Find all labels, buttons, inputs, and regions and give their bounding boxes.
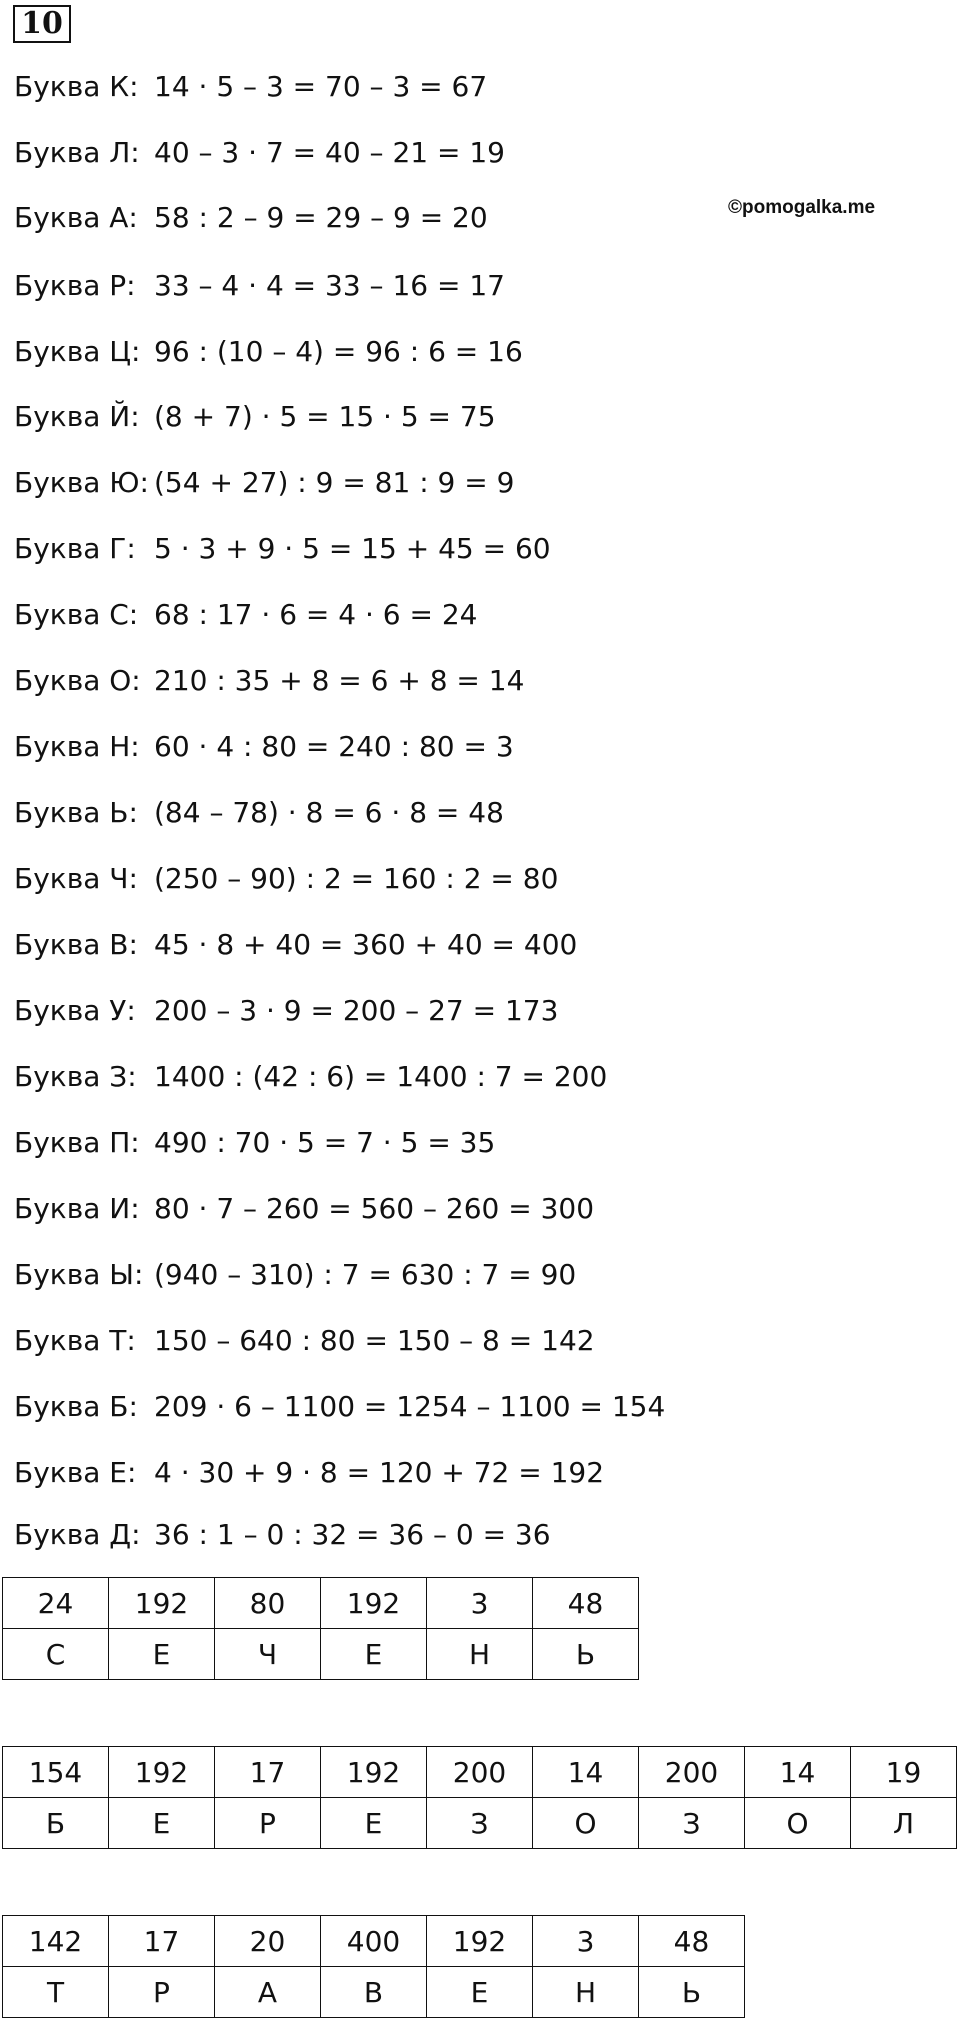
equation-expression: (250 – 90) : 2 = 160 : 2 = 80 bbox=[154, 862, 559, 895]
letter-cell: З bbox=[639, 1798, 745, 1849]
equation-row bbox=[14, 925, 577, 965]
number-cell: 24 bbox=[3, 1578, 109, 1629]
number-cell: 192 bbox=[321, 1747, 427, 1798]
equation-expression: 96 : (10 – 4) = 96 : 6 = 16 bbox=[154, 335, 523, 368]
letter-label: Буква Н: bbox=[14, 730, 140, 763]
letter-label: Буква Г: bbox=[14, 532, 136, 565]
letter-label: Буква Б: bbox=[14, 1390, 138, 1423]
number-cell: 3 bbox=[427, 1578, 533, 1629]
equation-row bbox=[14, 1321, 595, 1361]
equation-expression: 60 · 4 : 80 = 240 : 80 = 3 bbox=[154, 730, 514, 763]
equation-expression: (84 – 78) · 8 = 6 · 8 = 48 bbox=[154, 796, 504, 829]
letter-cell: Н bbox=[533, 1967, 639, 2018]
letter-label: Буква О: bbox=[14, 664, 141, 697]
number-cell: 192 bbox=[109, 1747, 215, 1798]
equation-row bbox=[14, 595, 478, 635]
letter-cell: Е bbox=[321, 1629, 427, 1680]
equation-row bbox=[14, 1387, 665, 1427]
number-cell: 400 bbox=[321, 1916, 427, 1967]
number-cell: 48 bbox=[533, 1578, 639, 1629]
equation-row bbox=[14, 1255, 576, 1295]
letter-cell: В bbox=[321, 1967, 427, 2018]
letter-label: Буква Й: bbox=[14, 400, 140, 433]
equation-expression: 68 : 17 · 6 = 4 · 6 = 24 bbox=[154, 598, 478, 631]
equation-expression: 150 – 640 : 80 = 150 – 8 = 142 bbox=[154, 1324, 595, 1357]
equation-expression: (54 + 27) : 9 = 81 : 9 = 9 bbox=[154, 466, 515, 499]
equation-row bbox=[14, 463, 514, 503]
number-cell: 192 bbox=[321, 1578, 427, 1629]
equation-expression: 209 · 6 – 1100 = 1254 – 1100 = 154 bbox=[154, 1390, 666, 1423]
letter-cell: О bbox=[745, 1798, 851, 1849]
letter-row bbox=[3, 1798, 957, 1849]
number-cell: 20 bbox=[215, 1916, 321, 1967]
letter-cell: Е bbox=[109, 1629, 215, 1680]
equation-expression: (940 – 310) : 7 = 630 : 7 = 90 bbox=[154, 1258, 577, 1291]
letter-cell: А bbox=[215, 1967, 321, 2018]
equation-expression: 45 · 8 + 40 = 360 + 40 = 400 bbox=[154, 928, 578, 961]
letter-cell: Е bbox=[109, 1798, 215, 1849]
letter-label: Буква А: bbox=[14, 201, 138, 234]
equation-row bbox=[14, 133, 505, 173]
number-cell: 192 bbox=[427, 1916, 533, 1967]
equation-row bbox=[14, 397, 496, 437]
equation-expression: (8 + 7) · 5 = 15 · 5 = 75 bbox=[154, 400, 496, 433]
letter-label: Буква Ы: bbox=[14, 1258, 144, 1291]
letter-label: Буква Д: bbox=[14, 1518, 141, 1551]
number-cell: 200 bbox=[427, 1747, 533, 1798]
equation-row bbox=[14, 266, 505, 306]
letter-label: Буква Т: bbox=[14, 1324, 136, 1357]
letter-row bbox=[3, 1967, 745, 2018]
number-row bbox=[3, 1916, 745, 1967]
letter-cell: Б bbox=[3, 1798, 109, 1849]
equation-expression: 490 : 70 · 5 = 7 · 5 = 35 bbox=[154, 1126, 496, 1159]
number-cell: 3 bbox=[533, 1916, 639, 1967]
letter-cell: Н bbox=[427, 1629, 533, 1680]
equation-row bbox=[14, 1453, 604, 1493]
equation-row bbox=[14, 793, 504, 833]
letter-label: Буква Ч: bbox=[14, 862, 138, 895]
letter-label: Буква П: bbox=[14, 1126, 140, 1159]
letter-label: Буква З: bbox=[14, 1060, 137, 1093]
equation-expression: 200 – 3 · 9 = 200 – 27 = 173 bbox=[154, 994, 559, 1027]
letter-cell: Ь bbox=[639, 1967, 745, 2018]
letter-label: Буква С: bbox=[14, 598, 139, 631]
letter-row bbox=[3, 1629, 639, 1680]
task-number: 10 bbox=[13, 5, 71, 43]
letter-cell: Ь bbox=[533, 1629, 639, 1680]
equation-row bbox=[14, 332, 523, 372]
equation-row bbox=[14, 198, 488, 238]
equation-row bbox=[14, 1057, 607, 1097]
letter-label: Буква Р: bbox=[14, 269, 136, 302]
equation-expression: 80 · 7 – 260 = 560 – 260 = 300 bbox=[154, 1192, 595, 1225]
number-cell: 17 bbox=[215, 1747, 321, 1798]
letter-cell: О bbox=[533, 1798, 639, 1849]
watermark: ©pomogalka.me bbox=[728, 197, 876, 218]
equation-expression: 58 : 2 – 9 = 29 – 9 = 20 bbox=[154, 201, 488, 234]
letter-cell: Л bbox=[851, 1798, 957, 1849]
number-row bbox=[3, 1747, 957, 1798]
equation-expression: 210 : 35 + 8 = 6 + 8 = 14 bbox=[154, 664, 525, 697]
letter-label: Буква Е: bbox=[14, 1456, 137, 1489]
number-row bbox=[3, 1578, 639, 1629]
number-cell: 80 bbox=[215, 1578, 321, 1629]
answer-table bbox=[2, 1577, 639, 1680]
letter-label: Буква У: bbox=[14, 994, 136, 1027]
letter-label: Буква Л: bbox=[14, 136, 140, 169]
letter-label: Буква Ю: bbox=[14, 466, 149, 499]
equation-expression: 36 : 1 – 0 : 32 = 36 – 0 = 36 bbox=[154, 1518, 551, 1551]
equation-expression: 40 – 3 · 7 = 40 – 21 = 19 bbox=[154, 136, 505, 169]
letter-cell: С bbox=[3, 1629, 109, 1680]
letter-cell: Р bbox=[109, 1967, 215, 2018]
equation-expression: 5 · 3 + 9 · 5 = 15 + 45 = 60 bbox=[154, 532, 551, 565]
equation-expression: 14 · 5 – 3 = 70 – 3 = 67 bbox=[154, 70, 488, 103]
number-cell: 14 bbox=[745, 1747, 851, 1798]
equation-row bbox=[14, 859, 558, 899]
answer-table bbox=[2, 1915, 745, 2018]
equation-expression: 1400 : (42 : 6) = 1400 : 7 = 200 bbox=[154, 1060, 608, 1093]
letter-label: Буква К: bbox=[14, 70, 139, 103]
equation-row bbox=[14, 1189, 594, 1229]
number-cell: 154 bbox=[3, 1747, 109, 1798]
letter-label: Буква И: bbox=[14, 1192, 140, 1225]
equation-row bbox=[14, 529, 551, 569]
letter-label: Буква Ц: bbox=[14, 335, 141, 368]
letter-cell: Р bbox=[215, 1798, 321, 1849]
number-cell: 48 bbox=[639, 1916, 745, 1967]
answer-table bbox=[2, 1746, 957, 1849]
equation-row bbox=[14, 1123, 495, 1163]
equation-row bbox=[14, 991, 558, 1031]
letter-cell: Т bbox=[3, 1967, 109, 2018]
equation-row bbox=[14, 67, 487, 107]
equation-expression: 4 · 30 + 9 · 8 = 120 + 72 = 192 bbox=[154, 1456, 605, 1489]
letter-label: Буква В: bbox=[14, 928, 138, 961]
letter-cell: З bbox=[427, 1798, 533, 1849]
letter-cell: Е bbox=[321, 1798, 427, 1849]
number-cell: 14 bbox=[533, 1747, 639, 1798]
letter-label: Буква Ь: bbox=[14, 796, 138, 829]
number-cell: 200 bbox=[639, 1747, 745, 1798]
equation-expression: 33 – 4 · 4 = 33 – 16 = 17 bbox=[154, 269, 505, 302]
number-cell: 19 bbox=[851, 1747, 957, 1798]
equation-row bbox=[14, 1515, 551, 1555]
number-cell: 142 bbox=[3, 1916, 109, 1967]
number-cell: 17 bbox=[109, 1916, 215, 1967]
equation-row bbox=[14, 727, 514, 767]
letter-cell: Е bbox=[427, 1967, 533, 2018]
equation-row bbox=[14, 661, 524, 701]
letter-cell: Ч bbox=[215, 1629, 321, 1680]
number-cell: 192 bbox=[109, 1578, 215, 1629]
